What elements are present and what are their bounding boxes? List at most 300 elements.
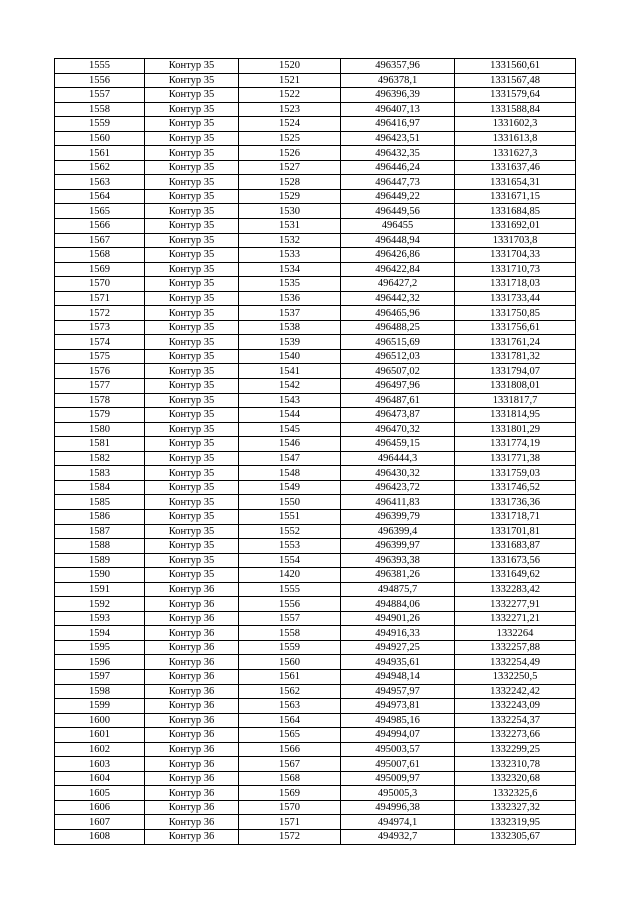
contour-cell: Контур 35 [145,466,239,481]
table-row [55,495,576,510]
table-row [55,509,576,524]
y-coordinate-cell: 1331637,46 [455,160,576,175]
y-coordinate-cell: 1331746,52 [455,480,576,495]
row-number-cell: 1559 [55,117,145,132]
row-number-cell: 1595 [55,640,145,655]
contour-cell: Контур 35 [145,160,239,175]
point-number-cell: 1543 [239,393,341,408]
contour-cell: Контур 35 [145,102,239,117]
contour-cell: Контур 36 [145,829,239,844]
point-number-cell: 1527 [239,160,341,175]
y-coordinate-cell: 1331814,95 [455,408,576,423]
x-coordinate-cell: 496459,15 [341,437,455,452]
point-number-cell: 1551 [239,509,341,524]
table-row [55,713,576,728]
table-row [55,829,576,844]
point-number-cell: 1528 [239,175,341,190]
x-coordinate-cell: 496399,4 [341,524,455,539]
y-coordinate-cell: 1332271,21 [455,611,576,626]
table-row [55,175,576,190]
row-number-cell: 1563 [55,175,145,190]
table-row [55,626,576,641]
table-row [55,451,576,466]
row-number-cell: 1560 [55,131,145,146]
table-row [55,393,576,408]
y-coordinate-cell: 1332283,42 [455,582,576,597]
point-number-cell: 1569 [239,786,341,801]
row-number-cell: 1566 [55,219,145,234]
contour-cell: Контур 36 [145,786,239,801]
table-row [55,408,576,423]
table-row [55,568,576,583]
x-coordinate-cell: 494935,61 [341,655,455,670]
point-number-cell: 1549 [239,480,341,495]
table-row [55,582,576,597]
x-coordinate-cell: 495009,97 [341,771,455,786]
table-row [55,204,576,219]
y-coordinate-cell: 1332257,88 [455,640,576,655]
point-number-cell: 1561 [239,669,341,684]
contour-cell: Контур 36 [145,684,239,699]
table-row [55,102,576,117]
contour-cell: Контур 35 [145,437,239,452]
point-number-cell: 1523 [239,102,341,117]
table-row [55,539,576,554]
table-row [55,800,576,815]
contour-cell: Контур 36 [145,597,239,612]
point-number-cell: 1572 [239,829,341,844]
x-coordinate-cell: 496396,39 [341,88,455,103]
table-row [55,219,576,234]
x-coordinate-cell: 494875,7 [341,582,455,597]
point-number-cell: 1566 [239,742,341,757]
x-coordinate-cell: 496426,86 [341,248,455,263]
point-number-cell: 1529 [239,189,341,204]
point-number-cell: 1562 [239,684,341,699]
row-number-cell: 1602 [55,742,145,757]
table-row [55,248,576,263]
point-number-cell: 1553 [239,539,341,554]
table-row [55,771,576,786]
x-coordinate-cell: 496427,2 [341,277,455,292]
contour-cell: Контур 35 [145,233,239,248]
row-number-cell: 1608 [55,829,145,844]
coordinates-table [54,58,576,845]
contour-cell: Контур 35 [145,349,239,364]
x-coordinate-cell: 496507,02 [341,364,455,379]
x-coordinate-cell: 494916,33 [341,626,455,641]
table-row [55,59,576,74]
row-number-cell: 1590 [55,568,145,583]
contour-cell: Контур 36 [145,640,239,655]
y-coordinate-cell: 1332299,25 [455,742,576,757]
row-number-cell: 1585 [55,495,145,510]
x-coordinate-cell: 496442,32 [341,291,455,306]
contour-cell: Контур 35 [145,248,239,263]
row-number-cell: 1604 [55,771,145,786]
contour-cell: Контур 36 [145,757,239,772]
point-number-cell: 1535 [239,277,341,292]
table-row [55,146,576,161]
point-number-cell: 1558 [239,626,341,641]
point-number-cell: 1524 [239,117,341,132]
table-row [55,669,576,684]
x-coordinate-cell: 496449,56 [341,204,455,219]
row-number-cell: 1568 [55,248,145,263]
row-number-cell: 1581 [55,437,145,452]
row-number-cell: 1598 [55,684,145,699]
point-number-cell: 1563 [239,699,341,714]
point-number-cell: 1420 [239,568,341,583]
table-row [55,364,576,379]
x-coordinate-cell: 496446,24 [341,160,455,175]
contour-cell: Контур 35 [145,131,239,146]
contour-cell: Контур 35 [145,422,239,437]
contour-cell: Контур 35 [145,306,239,321]
row-number-cell: 1562 [55,160,145,175]
x-coordinate-cell: 496423,51 [341,131,455,146]
row-number-cell: 1572 [55,306,145,321]
point-number-cell: 1531 [239,219,341,234]
row-number-cell: 1584 [55,480,145,495]
x-coordinate-cell: 496444,3 [341,451,455,466]
x-coordinate-cell: 494996,38 [341,800,455,815]
contour-cell: Контур 35 [145,117,239,132]
row-number-cell: 1603 [55,757,145,772]
row-number-cell: 1561 [55,146,145,161]
point-number-cell: 1542 [239,379,341,394]
point-number-cell: 1534 [239,262,341,277]
x-coordinate-cell: 496449,22 [341,189,455,204]
point-number-cell: 1547 [239,451,341,466]
table-row [55,320,576,335]
table-row [55,815,576,830]
row-number-cell: 1593 [55,611,145,626]
y-coordinate-cell: 1332273,66 [455,728,576,743]
point-number-cell: 1557 [239,611,341,626]
contour-cell: Контур 35 [145,88,239,103]
y-coordinate-cell: 1331794,07 [455,364,576,379]
y-coordinate-cell: 1331736,36 [455,495,576,510]
point-number-cell: 1552 [239,524,341,539]
x-coordinate-cell: 496447,73 [341,175,455,190]
point-number-cell: 1536 [239,291,341,306]
table-row [55,335,576,350]
x-coordinate-cell: 496423,72 [341,480,455,495]
table-row [55,728,576,743]
row-number-cell: 1605 [55,786,145,801]
table-row [55,160,576,175]
row-number-cell: 1606 [55,800,145,815]
contour-cell: Контур 35 [145,175,239,190]
contour-cell: Контур 36 [145,728,239,743]
row-number-cell: 1579 [55,408,145,423]
contour-cell: Контур 36 [145,655,239,670]
row-number-cell: 1575 [55,349,145,364]
y-coordinate-cell: 1331654,31 [455,175,576,190]
row-number-cell: 1597 [55,669,145,684]
row-number-cell: 1587 [55,524,145,539]
y-coordinate-cell: 1331613,8 [455,131,576,146]
contour-cell: Контур 36 [145,800,239,815]
contour-cell: Контур 35 [145,480,239,495]
table-row [55,117,576,132]
row-number-cell: 1557 [55,88,145,103]
x-coordinate-cell: 496497,96 [341,379,455,394]
point-number-cell: 1564 [239,713,341,728]
table-row [55,262,576,277]
table-row [55,233,576,248]
row-number-cell: 1564 [55,189,145,204]
point-number-cell: 1548 [239,466,341,481]
row-number-cell: 1586 [55,509,145,524]
y-coordinate-cell: 1331673,56 [455,553,576,568]
point-number-cell: 1545 [239,422,341,437]
point-number-cell: 1571 [239,815,341,830]
row-number-cell: 1591 [55,582,145,597]
table-row [55,306,576,321]
point-number-cell: 1567 [239,757,341,772]
contour-cell: Контур 35 [145,59,239,74]
contour-cell: Контур 35 [145,379,239,394]
contour-cell: Контур 36 [145,771,239,786]
table-row [55,189,576,204]
y-coordinate-cell: 1331671,15 [455,189,576,204]
row-number-cell: 1582 [55,451,145,466]
y-coordinate-cell: 1332264 [455,626,576,641]
y-coordinate-cell: 1332243,09 [455,699,576,714]
contour-cell: Контур 35 [145,320,239,335]
row-number-cell: 1555 [55,59,145,74]
y-coordinate-cell: 1331808,01 [455,379,576,394]
y-coordinate-cell: 1331771,38 [455,451,576,466]
y-coordinate-cell: 1331756,61 [455,320,576,335]
row-number-cell: 1589 [55,553,145,568]
row-number-cell: 1580 [55,422,145,437]
x-coordinate-cell: 496381,26 [341,568,455,583]
y-coordinate-cell: 1331602,3 [455,117,576,132]
y-coordinate-cell: 1331701,81 [455,524,576,539]
x-coordinate-cell: 495003,57 [341,742,455,757]
y-coordinate-cell: 1332320,68 [455,771,576,786]
point-number-cell: 1565 [239,728,341,743]
y-coordinate-cell: 1331781,32 [455,349,576,364]
y-coordinate-cell: 1331649,62 [455,568,576,583]
coordinates-table-container [54,58,575,845]
contour-cell: Контур 35 [145,524,239,539]
row-number-cell: 1594 [55,626,145,641]
table-row [55,291,576,306]
y-coordinate-cell: 1332250,5 [455,669,576,684]
y-coordinate-cell: 1331718,03 [455,277,576,292]
table-row [55,73,576,88]
point-number-cell: 1540 [239,349,341,364]
row-number-cell: 1569 [55,262,145,277]
point-number-cell: 1555 [239,582,341,597]
x-coordinate-cell: 496399,97 [341,539,455,554]
table-row [55,611,576,626]
row-number-cell: 1570 [55,277,145,292]
y-coordinate-cell: 1331718,71 [455,509,576,524]
y-coordinate-cell: 1331733,44 [455,291,576,306]
point-number-cell: 1556 [239,597,341,612]
table-row [55,640,576,655]
y-coordinate-cell: 1331684,85 [455,204,576,219]
contour-cell: Контур 36 [145,742,239,757]
point-number-cell: 1544 [239,408,341,423]
x-coordinate-cell: 496416,97 [341,117,455,132]
y-coordinate-cell: 1332310,78 [455,757,576,772]
table-row [55,757,576,772]
point-number-cell: 1533 [239,248,341,263]
table-row [55,379,576,394]
point-number-cell: 1538 [239,320,341,335]
row-number-cell: 1607 [55,815,145,830]
contour-cell: Контур 36 [145,626,239,641]
y-coordinate-cell: 1331817,7 [455,393,576,408]
table-row [55,597,576,612]
point-number-cell: 1520 [239,59,341,74]
row-number-cell: 1571 [55,291,145,306]
coordinates-table-body [55,59,576,845]
y-coordinate-cell: 1331692,01 [455,219,576,234]
y-coordinate-cell: 1331761,24 [455,335,576,350]
point-number-cell: 1522 [239,88,341,103]
x-coordinate-cell: 494901,26 [341,611,455,626]
table-row [55,277,576,292]
x-coordinate-cell: 496407,13 [341,102,455,117]
x-coordinate-cell: 496399,79 [341,509,455,524]
contour-cell: Контур 35 [145,189,239,204]
y-coordinate-cell: 1331567,48 [455,73,576,88]
x-coordinate-cell: 496470,32 [341,422,455,437]
x-coordinate-cell: 496488,25 [341,320,455,335]
table-row [55,786,576,801]
row-number-cell: 1583 [55,466,145,481]
row-number-cell: 1600 [55,713,145,728]
x-coordinate-cell: 495005,3 [341,786,455,801]
x-coordinate-cell: 496432,35 [341,146,455,161]
point-number-cell: 1550 [239,495,341,510]
x-coordinate-cell: 494948,14 [341,669,455,684]
contour-cell: Контур 35 [145,73,239,88]
point-number-cell: 1546 [239,437,341,452]
y-coordinate-cell: 1331710,73 [455,262,576,277]
contour-cell: Контур 35 [145,204,239,219]
row-number-cell: 1567 [55,233,145,248]
contour-cell: Контур 35 [145,568,239,583]
x-coordinate-cell: 496455 [341,219,455,234]
contour-cell: Контур 35 [145,393,239,408]
row-number-cell: 1556 [55,73,145,88]
contour-cell: Контур 36 [145,815,239,830]
table-row [55,699,576,714]
contour-cell: Контур 35 [145,539,239,554]
contour-cell: Контур 35 [145,146,239,161]
table-row [55,437,576,452]
contour-cell: Контур 35 [145,335,239,350]
x-coordinate-cell: 496430,32 [341,466,455,481]
x-coordinate-cell: 496357,96 [341,59,455,74]
contour-cell: Контур 36 [145,611,239,626]
y-coordinate-cell: 1331579,64 [455,88,576,103]
point-number-cell: 1521 [239,73,341,88]
table-row [55,655,576,670]
y-coordinate-cell: 1331703,8 [455,233,576,248]
x-coordinate-cell: 494973,81 [341,699,455,714]
contour-cell: Контур 35 [145,219,239,234]
y-coordinate-cell: 1331588,84 [455,102,576,117]
table-row [55,131,576,146]
point-number-cell: 1560 [239,655,341,670]
contour-cell: Контур 35 [145,291,239,306]
y-coordinate-cell: 1332325,6 [455,786,576,801]
x-coordinate-cell: 494927,25 [341,640,455,655]
contour-cell: Контур 36 [145,699,239,714]
table-row [55,422,576,437]
point-number-cell: 1530 [239,204,341,219]
y-coordinate-cell: 1331560,61 [455,59,576,74]
y-coordinate-cell: 1332254,37 [455,713,576,728]
contour-cell: Контур 36 [145,669,239,684]
point-number-cell: 1525 [239,131,341,146]
y-coordinate-cell: 1332319,95 [455,815,576,830]
row-number-cell: 1577 [55,379,145,394]
y-coordinate-cell: 1331759,03 [455,466,576,481]
point-number-cell: 1541 [239,364,341,379]
point-number-cell: 1559 [239,640,341,655]
y-coordinate-cell: 1332277,91 [455,597,576,612]
table-row [55,88,576,103]
x-coordinate-cell: 494985,16 [341,713,455,728]
point-number-cell: 1570 [239,800,341,815]
table-row [55,553,576,568]
table-row [55,524,576,539]
point-number-cell: 1537 [239,306,341,321]
row-number-cell: 1599 [55,699,145,714]
contour-cell: Контур 35 [145,509,239,524]
point-number-cell: 1568 [239,771,341,786]
x-coordinate-cell: 494932,7 [341,829,455,844]
x-coordinate-cell: 496411,83 [341,495,455,510]
contour-cell: Контур 35 [145,277,239,292]
contour-cell: Контур 35 [145,262,239,277]
row-number-cell: 1578 [55,393,145,408]
row-number-cell: 1574 [55,335,145,350]
row-number-cell: 1558 [55,102,145,117]
x-coordinate-cell: 496378,1 [341,73,455,88]
y-coordinate-cell: 1332327,32 [455,800,576,815]
y-coordinate-cell: 1331801,29 [455,422,576,437]
point-number-cell: 1539 [239,335,341,350]
table-row [55,480,576,495]
x-coordinate-cell: 494994,07 [341,728,455,743]
point-number-cell: 1554 [239,553,341,568]
x-coordinate-cell: 494974,1 [341,815,455,830]
row-number-cell: 1576 [55,364,145,379]
row-number-cell: 1596 [55,655,145,670]
contour-cell: Контур 35 [145,408,239,423]
table-row [55,349,576,364]
contour-cell: Контур 35 [145,364,239,379]
row-number-cell: 1565 [55,204,145,219]
x-coordinate-cell: 496393,38 [341,553,455,568]
y-coordinate-cell: 1331627,3 [455,146,576,161]
y-coordinate-cell: 1332242,42 [455,684,576,699]
x-coordinate-cell: 494957,97 [341,684,455,699]
x-coordinate-cell: 496487,61 [341,393,455,408]
table-row [55,742,576,757]
